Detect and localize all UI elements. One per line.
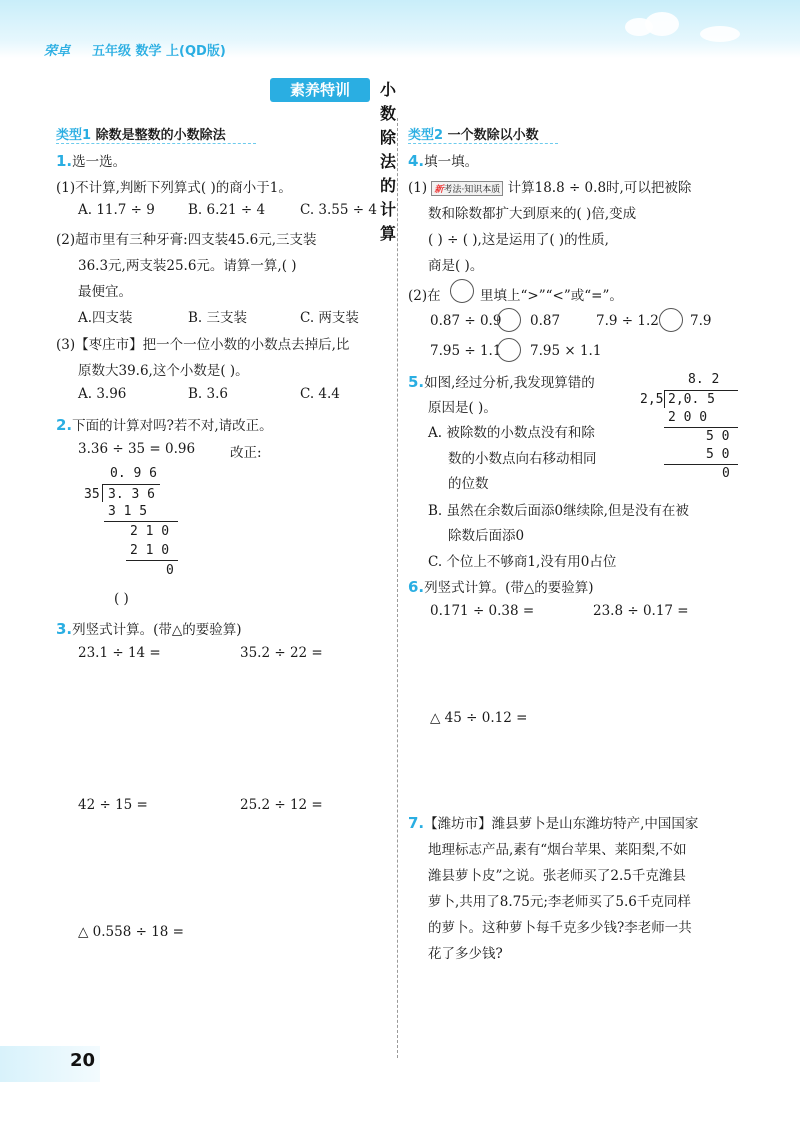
q1-s2-line1: (2)超市里有三种牙膏:四支装45.6元,三支装 xyxy=(56,232,317,248)
q3-item: 35.2 ÷ 22 = xyxy=(240,645,323,661)
q5-ld-row: 5 0 xyxy=(706,447,730,462)
q1-s2-opt-c: C. 两支装 xyxy=(300,310,359,326)
compare-circle[interactable] xyxy=(497,308,521,332)
q3-title: 列竖式计算。(带△的要验算) xyxy=(72,622,242,638)
q5-ld-line xyxy=(664,464,738,465)
q5-ld-line xyxy=(664,427,738,428)
type1-underline xyxy=(56,143,256,144)
q1-s1-opt-a: A. 11.7 ÷ 9 xyxy=(78,202,155,218)
q5-ld-row: 5 0 xyxy=(706,429,730,444)
q1-heading xyxy=(56,150,126,170)
new-badge-text: 考法·知识本质 xyxy=(443,185,501,195)
q2-ld-row: 3 1 5 xyxy=(108,504,148,519)
type2-text: 一个数除以小数 xyxy=(447,128,539,143)
q2-expression: 3.36 ÷ 35 = 0.96 xyxy=(78,441,196,457)
q4-s2-post: 里填上“>”“<”或“=”。 xyxy=(480,288,623,304)
q1-s2-opt-b: B. 三支装 xyxy=(188,310,248,326)
q4-c3b: 7.95 × 1.1 xyxy=(530,343,602,359)
q4-s1-prefix: (1) xyxy=(408,180,428,196)
q4-s1-line3: ( ) ÷ ( ),这是运用了( )的性质, xyxy=(428,232,609,248)
q4-c2a: 7.9 ÷ 1.2 xyxy=(596,313,659,329)
q6-item: △ 45 ÷ 0.12 = xyxy=(430,710,528,726)
q1-s3-line2: 原数大39.6,这个小数是( )。 xyxy=(78,363,249,379)
q4-s1-line2: 数和除数都扩大到原来的( )倍,变成 xyxy=(428,206,637,222)
q3-item: 42 ÷ 15 = xyxy=(78,797,148,813)
q4-s1-line4: 商是( )。 xyxy=(428,258,484,274)
q6-title: 列竖式计算。(带△的要验算) xyxy=(424,580,594,596)
q5-optB-line2: 除数后面添0 xyxy=(448,528,525,544)
q7-text1: 【潍坊市】潍县萝卜是山东潍坊特产,中国国家 xyxy=(424,816,699,832)
q2-ld-line xyxy=(126,560,178,561)
brand-logo: 荣卓 xyxy=(44,44,71,59)
q4-s1-line1 xyxy=(408,176,691,196)
type1-tag: 类型1 xyxy=(56,128,92,143)
q7-number: 7. xyxy=(408,814,425,832)
q5-optC: C. 个位上不够商1,没有用0占位 xyxy=(428,554,617,570)
q2-ld-line xyxy=(104,521,178,522)
q5-ld-bracket xyxy=(664,390,665,408)
q5-ld-quotient: 8. 2 xyxy=(688,372,720,387)
q1-title: 选一选。 xyxy=(72,154,127,170)
q3-item: 25.2 ÷ 12 = xyxy=(240,797,323,813)
q2-ld-dividend: 3. 3 6 xyxy=(108,487,155,502)
q1-number: 1. xyxy=(56,152,73,170)
q7-line3: 潍县萝卜皮”之说。张老师买了2.5千克潍县 xyxy=(428,868,686,884)
title-text: 小数除法的计算 xyxy=(380,80,397,243)
q5-optA-line2: 数的小数点向右移动相同 xyxy=(448,451,597,467)
compare-circle[interactable] xyxy=(497,338,521,362)
compare-circle[interactable] xyxy=(659,308,683,332)
q4-number: 4. xyxy=(408,152,425,170)
q3-heading xyxy=(56,618,242,638)
q6-item: 23.8 ÷ 0.17 = xyxy=(593,603,689,619)
type2-heading xyxy=(408,124,539,143)
q1-s2-line2: 36.3元,两支装25.6元。请算一算,( ) xyxy=(78,258,297,274)
q7-line5: 的萝卜。这种萝卜每千克多少钱?李老师一共 xyxy=(428,920,692,936)
q7-line6: 花了多少钱? xyxy=(428,946,503,962)
q2-ld-quotient: 0. 9 6 xyxy=(110,466,157,481)
q4-s1-text: 计算18.8 ÷ 0.8时,可以把被除 xyxy=(507,180,692,196)
type2-tag: 类型2 xyxy=(408,128,444,143)
q5-ld-divisor: 2,5 xyxy=(640,392,664,407)
cloud-decoration xyxy=(645,12,679,36)
q5-ld-dividend: 2,0. 5 xyxy=(668,392,715,407)
q4-s2-pre: (2)在 xyxy=(408,288,441,304)
new-badge-mark: 新 xyxy=(434,185,444,195)
q1-s1: (1)不计算,判断下列算式( )的商小于1。 xyxy=(56,180,292,196)
title-tag: 素养特训 xyxy=(270,78,370,102)
q1-s2-opt-a: A.四支装 xyxy=(78,310,133,326)
q5-line1 xyxy=(408,371,595,391)
q1-s1-opt-b: B. 6.21 ÷ 4 xyxy=(188,202,266,218)
q2-ld-divisor: 35 xyxy=(84,487,100,502)
q3-item: △ 0.558 ÷ 18 = xyxy=(78,924,184,940)
q2-ld-bracket xyxy=(102,484,103,502)
page-number: 20 xyxy=(70,1050,96,1071)
q4-c2b: 7.9 xyxy=(690,313,712,329)
q2-heading xyxy=(56,414,273,434)
new-badge xyxy=(431,181,503,196)
q2-number: 2. xyxy=(56,416,73,434)
q5-ld-row: 0 xyxy=(722,466,730,481)
q3-item: 23.1 ÷ 14 = xyxy=(78,645,161,661)
cloud-decoration xyxy=(700,26,740,42)
q2-title: 下面的计算对吗?若不对,请改正。 xyxy=(72,418,273,434)
q2-fix-label: 改正: xyxy=(230,445,262,461)
q7-line4: 萝卜,共用了8.75元;李老师买了5.6千克同样 xyxy=(428,894,691,910)
q6-heading xyxy=(408,576,594,596)
q2-ld-bar xyxy=(102,484,160,485)
type1-text: 除数是整数的小数除法 xyxy=(95,128,226,143)
type1-heading xyxy=(56,124,226,143)
q5-optA-line3: 的位数 xyxy=(448,476,489,492)
column-divider xyxy=(397,118,398,1058)
q5-line2: 原因是( )。 xyxy=(428,400,497,416)
type2-underline xyxy=(408,143,558,144)
q7-line1 xyxy=(408,812,698,832)
q5-ld-row: 2 0 0 xyxy=(668,410,708,425)
q4-title: 填一填。 xyxy=(424,154,479,170)
q6-item: 0.171 ÷ 0.38 = xyxy=(430,603,535,619)
q5-text1: 如图,经过分析,我发现算错的 xyxy=(424,375,595,391)
q1-s3-opt-c: C. 4.4 xyxy=(300,386,340,402)
q2-ld-row: 2 1 0 xyxy=(130,543,170,558)
q7-line2: 地理标志产品,素有“烟台苹果、莱阳梨,不如 xyxy=(428,842,687,858)
q1-s2-line3: 最便宜。 xyxy=(78,284,132,300)
q2-ld-row: 0 xyxy=(166,563,174,578)
q4-heading xyxy=(408,150,478,170)
q5-optA-line1: A. 被除数的小数点没有和除 xyxy=(428,425,595,441)
q4-c3a: 7.95 ÷ 1.1 xyxy=(430,343,502,359)
q4-c1b: 0.87 xyxy=(530,313,561,329)
q5-ld-bar xyxy=(664,390,738,391)
q1-s1-opt-c: C. 3.55 ÷ 4 xyxy=(300,202,377,218)
q2-answer: ( ) xyxy=(114,591,129,607)
q5-number: 5. xyxy=(408,373,425,391)
q3-number: 3. xyxy=(56,620,73,638)
header-subject: 五年级 数学 上(QD版) xyxy=(92,44,226,59)
q1-s3-opt-b: B. 3.6 xyxy=(188,386,228,402)
compare-circle[interactable] xyxy=(450,279,474,303)
q4-c1a: 0.87 ÷ 0.9 xyxy=(430,313,502,329)
q5-optB-line1: B. 虽然在余数后面添0继续除,但是没有在被 xyxy=(428,503,689,519)
q1-s3-line1: (3)【枣庄市】把一个一位小数的小数点去掉后,比 xyxy=(56,337,350,353)
q1-s3-opt-a: A. 3.96 xyxy=(78,386,127,402)
q2-ld-row: 2 1 0 xyxy=(130,524,170,539)
q6-number: 6. xyxy=(408,578,425,596)
